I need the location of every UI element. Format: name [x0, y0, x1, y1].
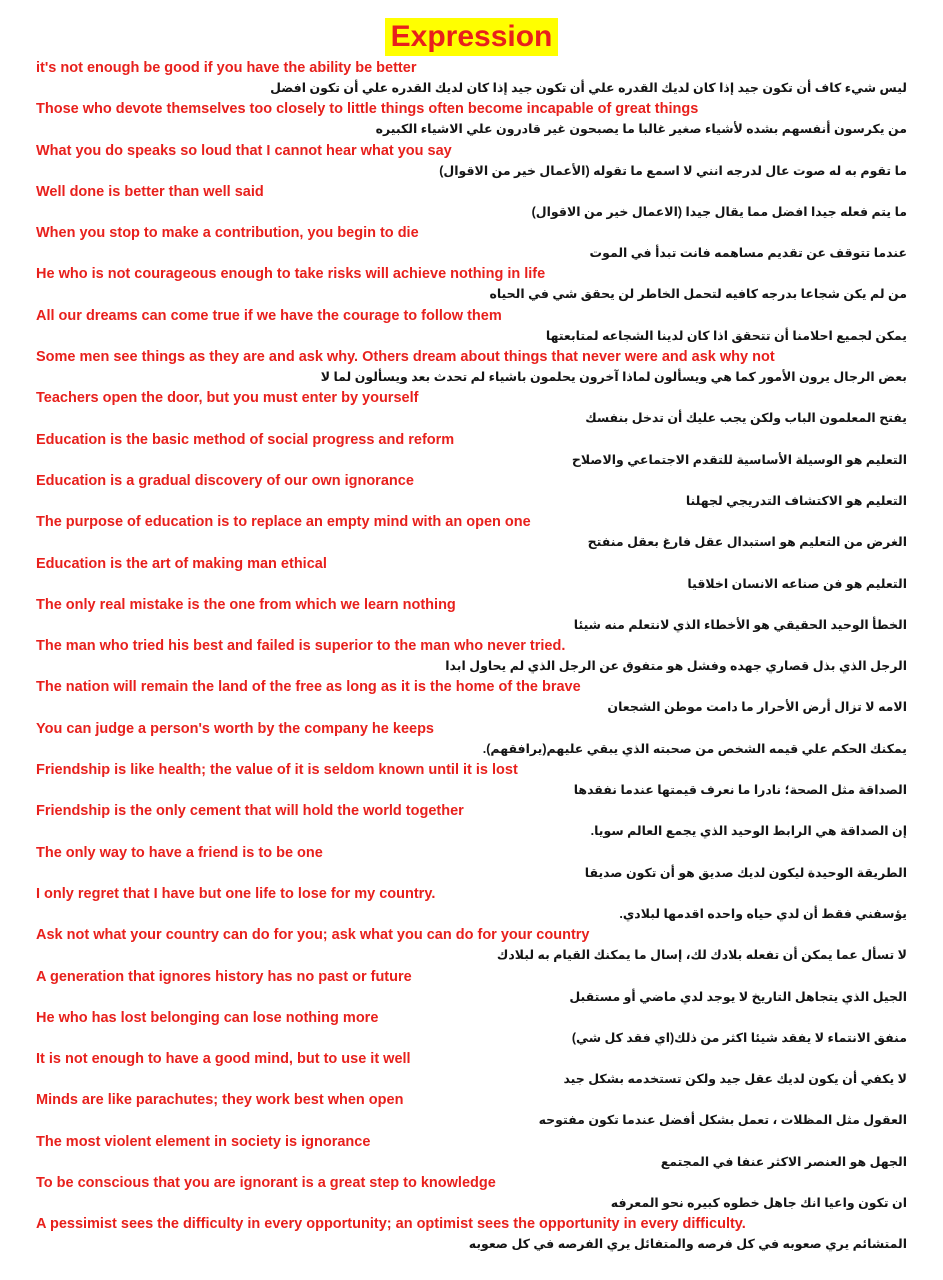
- english-expression: Education is the basic method of social progress and reform: [36, 431, 455, 448]
- expression-item: [0, 1214, 943, 1255]
- english-expression: What you do speaks so loud that I cannot hear what you say: [36, 142, 452, 159]
- expression-list: [0, 58, 943, 1256]
- expression-item: [0, 677, 943, 718]
- arabic-translation: الصداقة مثل الصحة؛ نادرا ما نعرف قيمتها عندما نفقدها: [573, 783, 907, 798]
- expression-item: [0, 182, 943, 223]
- english-expression: A generation that ignores history has no past or future: [36, 968, 412, 985]
- arabic-translation: التعليم هو الوسيلة الأساسية للتقدم الاجتماعي والاصلاح: [571, 452, 907, 467]
- english-expression: Ask not what your country can do for you; ask what you can do for your country: [36, 927, 590, 944]
- arabic-translation: التعليم هو فن صناعه الانسان اخلاقيا: [687, 576, 907, 591]
- expression-item: [0, 1008, 943, 1049]
- expression-item: [0, 512, 943, 553]
- arabic-translation: إن الصداقة هي الرابط الوحيد الذي يجمع العالم سويا.: [590, 824, 907, 839]
- expression-item: [0, 223, 943, 264]
- expression-item: [0, 1132, 943, 1173]
- english-expression: Minds are like parachutes; they work best when open: [36, 1092, 404, 1109]
- expression-item: [0, 99, 943, 140]
- expression-item: [0, 884, 943, 925]
- arabic-translation: الطريقة الوحيدة ليكون لديك صديق هو أن تكون صديقا: [584, 865, 907, 880]
- arabic-translation: العقول مثل المظلات ، تعمل بشكل أفضل عندما تكون مفتوحه: [538, 1113, 907, 1128]
- arabic-translation: يفتح المعلمون الباب ولكن يجب عليك أن تدخل بنفسك: [585, 411, 907, 426]
- english-expression: When you stop to make a contribution, you begin to die: [36, 225, 419, 242]
- arabic-translation: يمكنك الحكم علي قيمه الشخص من صحبته الذي يبقي عليهم(يرافقهم).: [482, 741, 907, 756]
- arabic-translation: ليس شيء كاف أن تكون جيد إذا كان لديك القدره علي أن تكون جيد إذا كان لديك القدره علي أن تكون افضل: [270, 81, 907, 95]
- expression-item: [0, 554, 943, 595]
- english-expression: The man who tried his best and failed is superior to the man who never tried.: [36, 638, 566, 655]
- arabic-translation: الجيل الذي يتجاهل التاريخ لا يوجد لدي ماضي أو مستقبل: [569, 989, 907, 1004]
- english-expression: The most violent element in society is ignorance: [36, 1133, 371, 1150]
- english-expression: To be conscious that you are ignorant is a great step to knowledge: [36, 1175, 496, 1192]
- arabic-translation: يؤسفني فقط أن لدي حياه واحده اقدمها لبلادي.: [619, 906, 907, 921]
- arabic-translation: من لم يكن شجاعا بدرجه كافيه لتحمل الخاطر لن يحقق شي في الحياه: [489, 287, 907, 302]
- expression-item: [0, 388, 943, 429]
- arabic-translation: الغرض من التعليم هو استبدال عقل فارغ بعقل منفتح: [587, 535, 907, 550]
- english-expression: I only regret that I have but one life to lose for my country.: [36, 885, 436, 902]
- arabic-translation: يمكن لجميع احلامنا أن تتحقق اذا كان لدينا الشجاعه لمتابعتها: [545, 328, 907, 343]
- arabic-translation: الجهل هو العنصر الاكثر عنفا في المجتمع: [660, 1154, 907, 1169]
- arabic-translation: ما تقوم به له صوت عال لدرجه انني لا اسمع ما تقوله (الأعمال خير من الاقوال): [439, 163, 907, 178]
- english-expression: Education is the art of making man ethical: [36, 555, 327, 572]
- expression-item: [0, 719, 943, 760]
- expression-item: [0, 636, 943, 677]
- expression-item: [0, 801, 943, 842]
- english-expression: it's not enough be good if you have the ability be better: [36, 60, 417, 76]
- english-expression: Well done is better than well said: [36, 183, 264, 200]
- expression-item: [0, 925, 943, 966]
- expression-item: [0, 471, 943, 512]
- arabic-translation: منفق الانتماء لا يفقد شيئا اكثر من ذلك(اي فقد كل شي): [571, 1030, 907, 1045]
- expression-item: [0, 1090, 943, 1131]
- english-expression: All our dreams can come true if we have the courage to follow them: [36, 307, 502, 324]
- english-expression: You can judge a person's worth by the company he keeps: [36, 720, 434, 737]
- expression-item: [0, 430, 943, 471]
- english-expression: The only real mistake is the one from which we learn nothing: [36, 596, 456, 613]
- expression-item: [0, 141, 943, 182]
- arabic-translation: ما يتم فعله جيدا افضل مما يقال جيدا (الاعمال خير من الاقوال): [531, 204, 907, 219]
- english-expression: Those who devote themselves too closely to little things often become incapable of great things: [36, 101, 699, 118]
- arabic-translation: ان تكون واعيا انك جاهل خطوه كبيره نحو المعرفه: [610, 1196, 907, 1211]
- arabic-translation: بعض الرجال يرون الأمور كما هي ويسألون لماذا آخرون يحلمون باشياء لم تحدث بعد ويسألون لما لا: [320, 370, 907, 385]
- expression-item: [0, 306, 943, 347]
- expression-item: [0, 58, 943, 99]
- english-expression: The nation will remain the land of the free as long as it is the home of the brave: [36, 679, 581, 696]
- expression-item: [0, 967, 943, 1008]
- english-expression: He who has lost belonging can lose nothing more: [36, 1009, 379, 1026]
- arabic-translation: عندما تتوقف عن تقديم مساهمه فانت تبدأ في الموت: [589, 246, 907, 261]
- arabic-translation: الامه لا تزال أرض الأحرار ما دامت موطن الشجعان: [607, 700, 907, 715]
- english-expression: The only way to have a friend is to be one: [36, 844, 323, 861]
- english-expression: It is not enough to have a good mind, but to use it well: [36, 1051, 411, 1068]
- arabic-translation: الخطأ الوحيد الحقيقي هو الأخطاء الذي لانتعلم منه شيئا: [573, 617, 907, 632]
- english-expression: He who is not courageous enough to take risks will achieve nothing in life: [36, 266, 546, 283]
- expression-item: [0, 843, 943, 884]
- page-title: Expression: [385, 18, 559, 56]
- arabic-translation: المتشائم يري صعوبه في كل فرصه والمتفائل يري الفرصه في كل صعوبه: [468, 1237, 907, 1252]
- expression-item: [0, 1049, 943, 1090]
- english-expression: Some men see things as they are and ask why. Others dream about things that never were and ask why not: [36, 349, 775, 366]
- arabic-translation: لا يكفي أن يكون لديك عقل جيد ولكن تستخدمه بشكل جيد: [563, 1072, 907, 1087]
- expression-item: [0, 347, 943, 388]
- english-expression: Education is a gradual discovery of our own ignorance: [36, 472, 414, 489]
- arabic-translation: الرجل الذي بذل قصاري جهده وفشل هو متفوق عن الرجل الذي لم يحاول ابدا: [445, 659, 907, 674]
- english-expression: Teachers open the door, but you must enter by yourself: [36, 390, 419, 407]
- english-expression: Friendship is like health; the value of it is seldom known until it is lost: [36, 762, 518, 779]
- expression-item: [0, 1173, 943, 1214]
- expression-item: [0, 264, 943, 305]
- english-expression: Friendship is the only cement that will hold the world together: [36, 803, 464, 820]
- arabic-translation: التعليم هو الاكتشاف التدريجي لجهلنا: [685, 493, 907, 508]
- expression-item: [0, 595, 943, 636]
- english-expression: A pessimist sees the difficulty in every opportunity; an optimist sees the opportunity in every difficulty.: [36, 1216, 746, 1233]
- arabic-translation: لا تسأل عما يمكن أن تفعله بلادك لك، إسال ما يمكنك القيام به لبلادك: [496, 948, 907, 963]
- expression-item: [0, 760, 943, 801]
- english-expression: The purpose of education is to replace an empty mind with an open one: [36, 514, 531, 531]
- arabic-translation: من يكرسون أنفسهم بشده لأشياء صغير غالبا ما يصبحون غير قادرون علي الاشياء الكبيره: [375, 122, 907, 137]
- header: [0, 0, 943, 58]
